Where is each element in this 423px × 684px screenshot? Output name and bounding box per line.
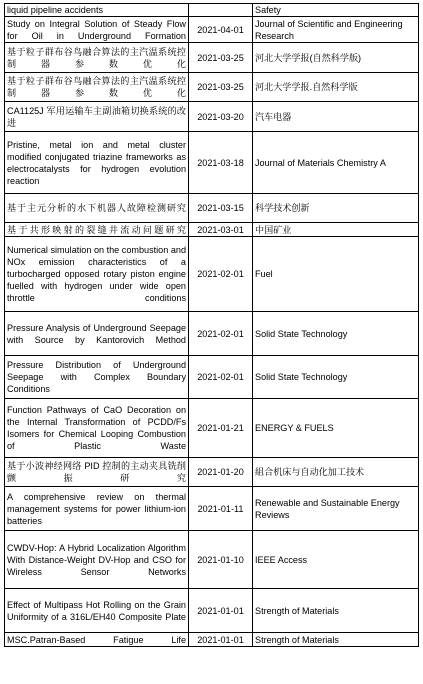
table-row <box>5 73 419 102</box>
title-cell: Pristine, metal ion and metal cluster modified conjugated triazine frameworks as electrocatalysts for hydrogen evolution reaction <box>5 132 189 194</box>
publication-sheet <box>4 3 418 647</box>
title-cell: Numerical simulation on the combustion and NOx emission characteristics of a turbocharged opposed rotary piston engine fuelled with hydrogen under wide open throttle conditions <box>5 237 189 312</box>
journal-cell: Journal of Materials Chemistry A <box>253 132 419 194</box>
table-row <box>5 487 419 531</box>
title-cell: A comprehensive review on thermal management systems for power lithium-ion batteries <box>5 487 189 531</box>
date-cell: 2021-03-20 <box>189 102 253 132</box>
table-row <box>5 194 419 223</box>
table-row <box>5 132 419 194</box>
title-cell: CWDV-Hop: A Hybrid Localization Algorithm With Distance-Weight DV-Hop and CSO for Wireless Sensor Networks <box>5 531 189 589</box>
header-date-cell <box>189 4 253 17</box>
title-cell: 基于粒子群布谷鸟融合算法的主汽温系统控制器参数优化 <box>5 73 189 102</box>
date-cell: 2021-03-18 <box>189 132 253 194</box>
title-cell: MSC.Patran-Based Fatigue Life <box>5 633 189 647</box>
title-cell: 基于粒子群布谷鸟融合算法的主汽温系统控制器参数优化 <box>5 43 189 73</box>
header-row <box>5 4 419 17</box>
title-cell: Study on Integral Solution of Steady Flow for Oil in Underground Formation <box>5 17 189 43</box>
date-cell: 2021-01-20 <box>189 458 253 487</box>
table-row <box>5 458 419 487</box>
date-cell: 2021-04-01 <box>189 17 253 43</box>
title-cell: Pressure Analysis of Underground Seepage with Source by Kantorovich Method <box>5 312 189 356</box>
date-cell: 2021-01-10 <box>189 531 253 589</box>
table-row <box>5 633 419 647</box>
date-cell: 2021-03-01 <box>189 223 253 237</box>
title-cell: CA1125J 军用运输车主副油箱切换系统的改进 <box>5 102 189 132</box>
title-cell: Pressure Distribution of Underground Seepage with Complex Boundary Conditions <box>5 356 189 399</box>
table-row <box>5 356 419 399</box>
title-cell: Effect of Multipass Hot Rolling on the Grain Uniformity of a 316L/EH40 Composite Plate <box>5 589 189 633</box>
date-cell: 2021-01-01 <box>189 633 253 647</box>
table-row <box>5 531 419 589</box>
table-row <box>5 17 419 43</box>
journal-cell: Fuel <box>253 237 419 312</box>
journal-cell: IEEE Access <box>253 531 419 589</box>
table-row <box>5 237 419 312</box>
table-row <box>5 223 419 237</box>
journal-cell: ENERGY & FUELS <box>253 399 419 458</box>
journal-cell: Renewable and Sustainable Energy Reviews <box>253 487 419 531</box>
date-cell: 2021-02-01 <box>189 312 253 356</box>
table-row <box>5 43 419 73</box>
journal-cell: 組合机床与自动化加工技术 <box>253 458 419 487</box>
title-cell: 基于主元分析的水下机器人故障检测研究 <box>5 194 189 223</box>
header-journal-cell: Safety <box>253 4 419 17</box>
journal-cell: Strength of Materials <box>253 633 419 647</box>
journal-cell: Journal of Scientific and Engineering Research <box>253 17 419 43</box>
date-cell: 2021-01-01 <box>189 589 253 633</box>
journal-cell: 河北大学学报(自然科学版) <box>253 43 419 73</box>
publication-table <box>4 3 419 647</box>
date-cell: 2021-01-21 <box>189 399 253 458</box>
title-cell: Function Pathways of CaO Decoration on the Internal Transformation of PCDD/Fs Isomers for Chemical Looping Combustion of Plastic Waste <box>5 399 189 458</box>
table-row <box>5 589 419 633</box>
table-row <box>5 399 419 458</box>
date-cell: 2021-02-01 <box>189 237 253 312</box>
journal-cell: Solid State Technology <box>253 312 419 356</box>
title-cell: 基于小波神经网络 PID 控制的主动夹具铣削颤振研究 <box>5 458 189 487</box>
header-title-cell: liquid pipeline accidents <box>5 4 189 17</box>
date-cell: 2021-03-15 <box>189 194 253 223</box>
journal-cell: 汽车电器 <box>253 102 419 132</box>
date-cell: 2021-03-25 <box>189 43 253 73</box>
date-cell: 2021-01-11 <box>189 487 253 531</box>
table-row <box>5 312 419 356</box>
journal-cell: 科学技术创新 <box>253 194 419 223</box>
date-cell: 2021-02-01 <box>189 356 253 399</box>
title-cell: 基于共形映射的裂缝井流动问题研究 <box>5 223 189 237</box>
table-row <box>5 102 419 132</box>
journal-cell: 河北大学学报.自然科学版 <box>253 73 419 102</box>
journal-cell: Solid State Technology <box>253 356 419 399</box>
journal-cell: Strength of Materials <box>253 589 419 633</box>
date-cell: 2021-03-25 <box>189 73 253 102</box>
journal-cell: 中国矿业 <box>253 223 419 237</box>
